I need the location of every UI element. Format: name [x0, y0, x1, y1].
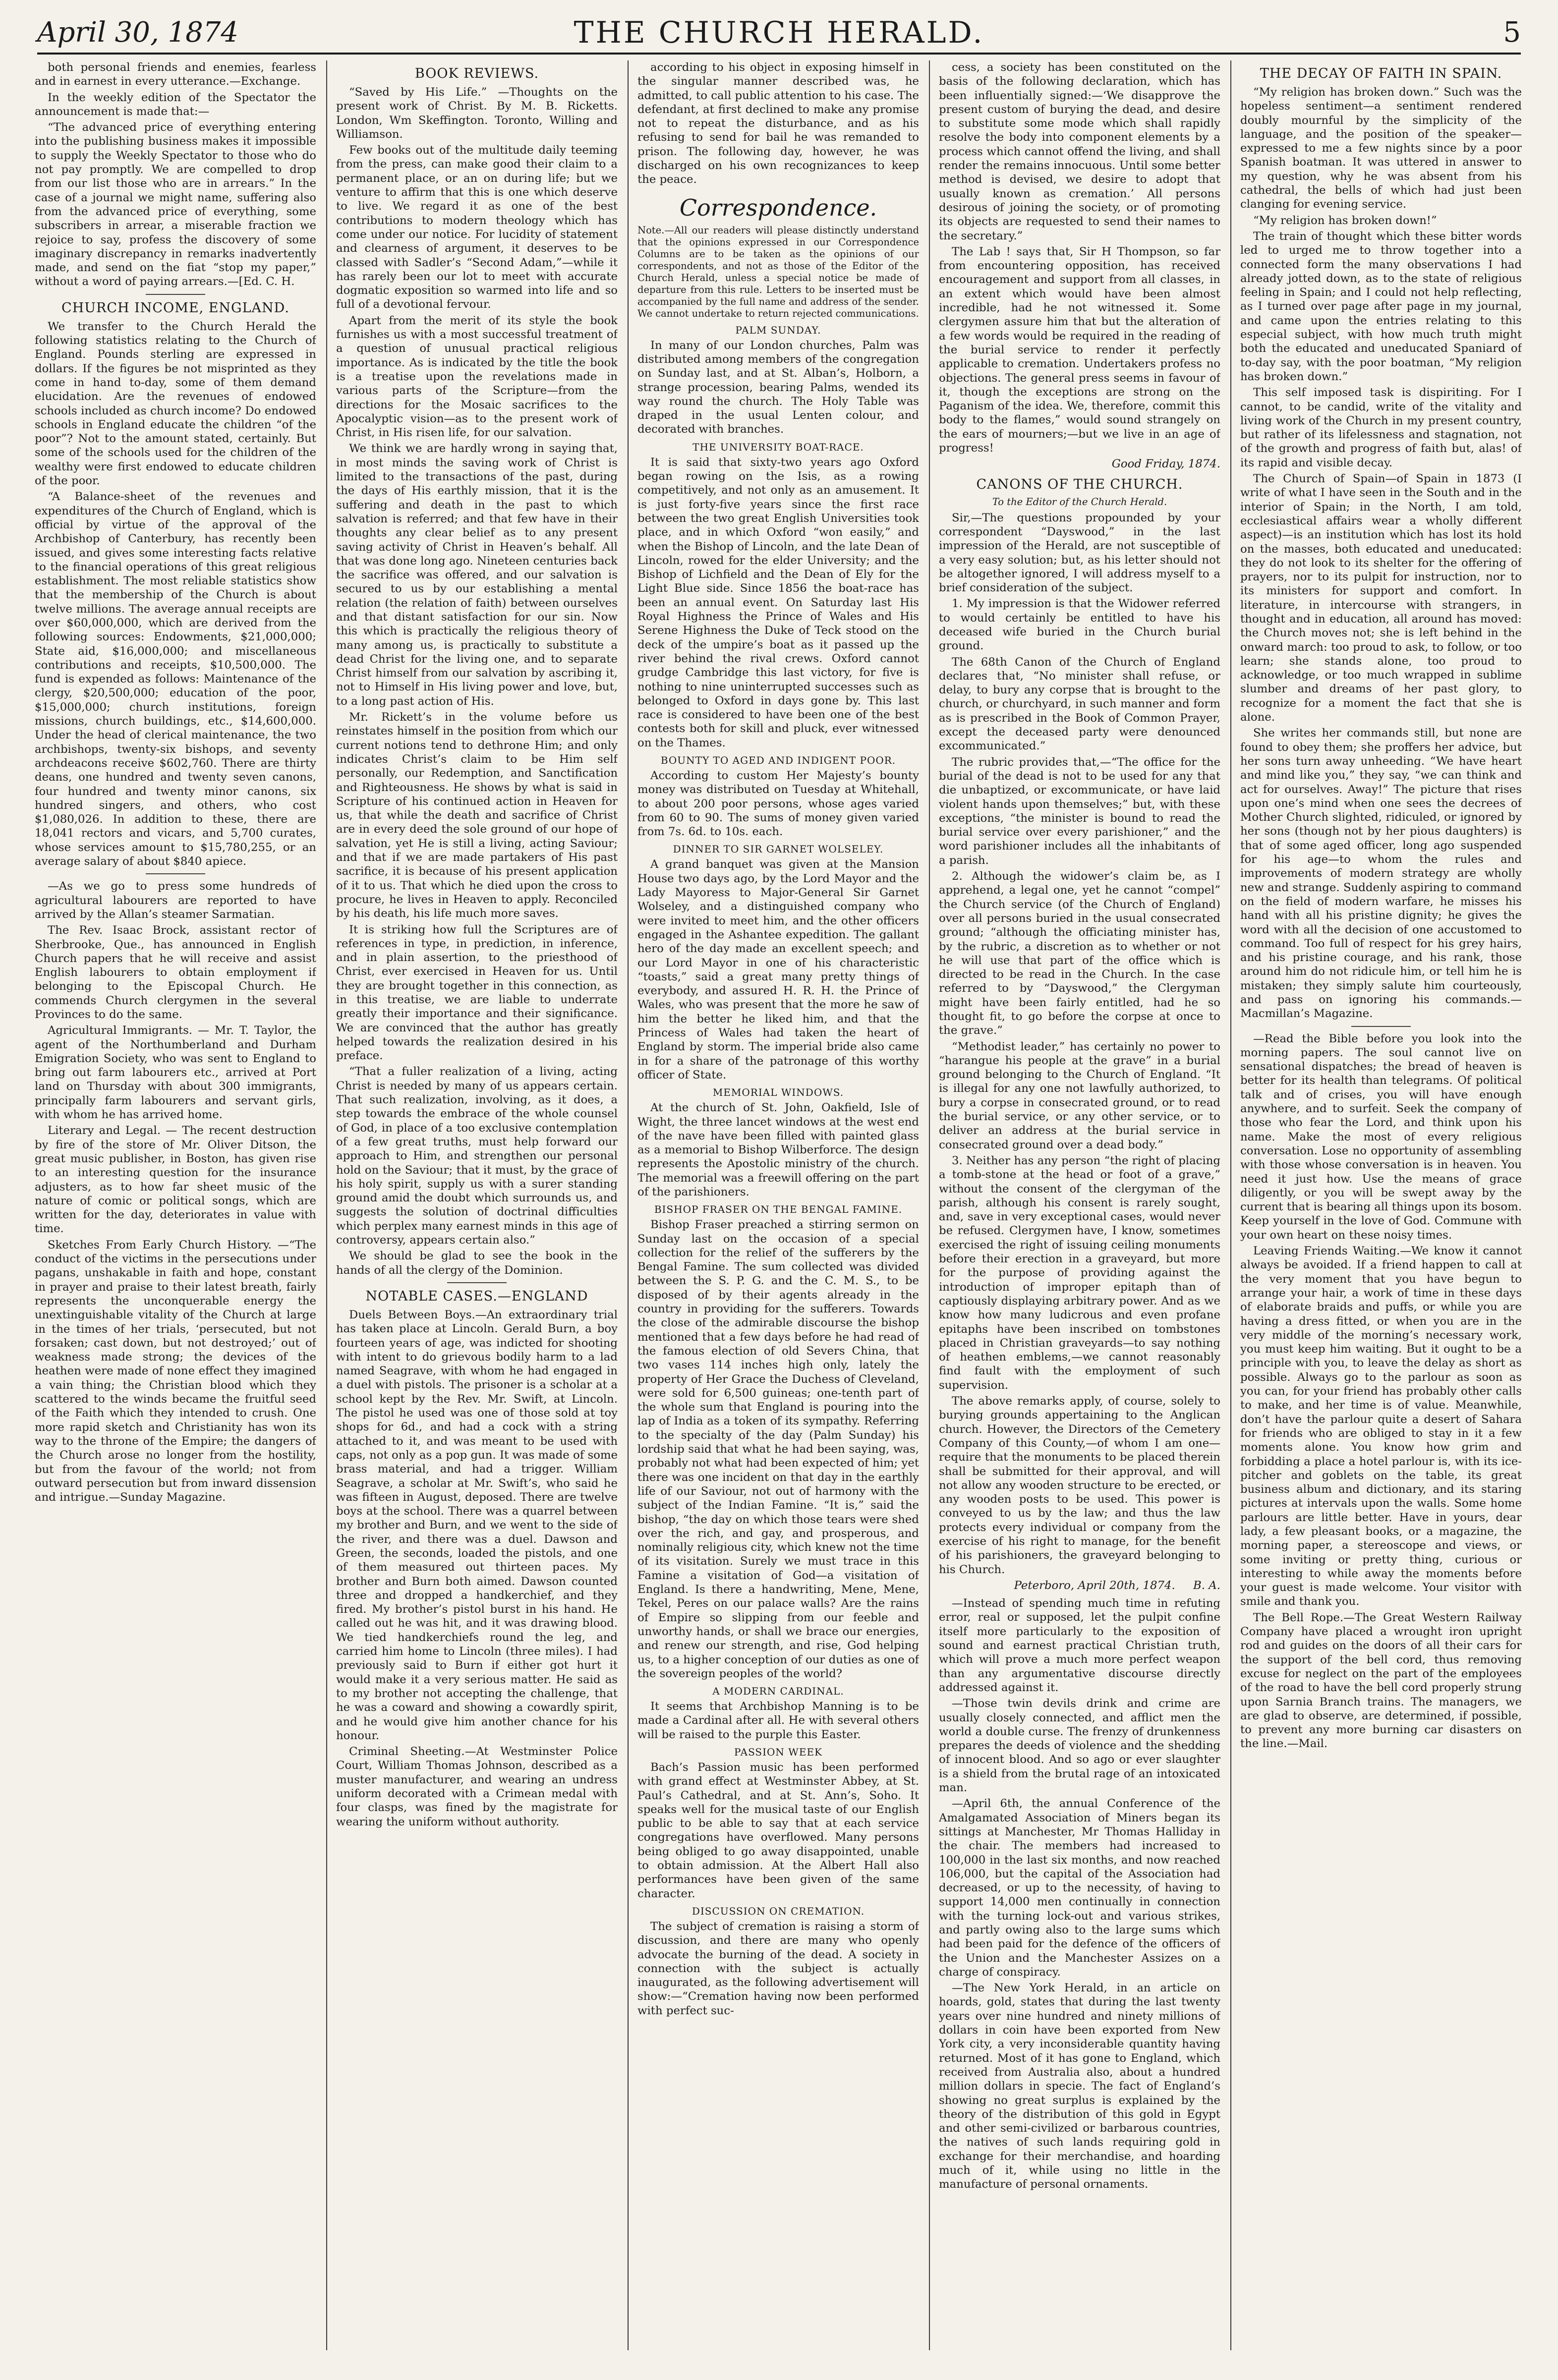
paragraph: —The New York Herald, in an article on hoards, gold, states that during the last twenty years over nine hundred and ninety millions of dollars in coin have been exported from New York city, a very inconsiderable quantity having returned. Most of it has gone to England, which received from Australia also, about a hundred million dollars in specie. The fact of England’s showing no great surplus is explained by the theory of the distribution of this gold in Egypt and other semi-civilized or barbarous countries, the natives of such lands requiring gold in exchange for their merchandise, and hoarding much of it, while using no little in the manufacture of personal ornaments.: [939, 1982, 1220, 2191]
page-number: 5: [1503, 16, 1521, 49]
paragraph: Mr. Rickett’s in the volume before us reinstates himself in the position from which our current notions tend to dethrone Him; and only indicates Christ’s claim to be Him self personally, our Redemption, and Sanctification and Righteousness. He shows by what is said in Scripture of his continued action in Heaven for us, that while the death and sacrifice of Christ are in every deed the sole ground of our hope of salvation, yet He is still a living, acting Saviour; and that if we are made partakers of His past sacrifice, it is because of his present application of it to us. That which he died upon the cross to procure, he lives in Heaven to apply. Reconciled by his death, his life much more saves.: [336, 711, 618, 920]
paragraph: Agricultural Immigrants. — Mr. T. Taylor, the agent of the Northumberland and Durham Emigration Society, who was sent to England to bring out farm labourers etc., arrived at Port land on Thursday with about 300 immigrants, principally farm labourers and servant girls, with whom he has arrived home.: [35, 1024, 316, 1122]
paragraph: —Read the Bible before you look into the morning papers. The soul cannot live on sensational dispatches; the bread of heaven is better for its health than telegrams. Of political talk and of crises, you will have enough anywhere, and to surfeit. Seek the company of those who fear the Lord, and think upon his name. Make the most of every religious conversation. Lose no opportunity of assembling with those whose conversation is in heaven. You need it just how. Use the means of grace diligently, or you will be swept away by the current that is bearing all things upon its bosom. Keep yourself in the love of God. Commune with your own heart on these noisy times.: [1240, 1032, 1522, 1242]
paragraph: At the church of St. John, Oakfield, Isle of Wight, the three lancet windows at the west end of the nave have been filled with painted glass as a memorial to Bishop Wilberforce. The design represents the Apostolic ministry of the church. The memorial was a freewill offering on the part of the parishioners.: [637, 1101, 919, 1198]
signature-place-date: Peterboro, April 20th, 1874.: [1014, 1579, 1175, 1592]
paragraph: Sir,—The questions propounded by your correspondent “Dayswood,” in the last impression of the Herald, are not susceptible of a very easy solution; but, as his letter should not be altogether ignored, I will address myself to a brief consideration of the subject.: [939, 511, 1220, 595]
article-heading: BOUNTY TO AGED AND INDIGENT POOR.: [660, 754, 896, 766]
article-heading: PASSION WEEK: [734, 1746, 822, 1758]
paragraph: The 68th Canon of the Church of England declares that, “No minister shall refuse, or delay, to bury any corpse that is brought to the church, or churchyard, in such manner and form as is prescribed in the Book of Common Prayer, except the deceased party were denounced excommunicated.”: [939, 655, 1220, 753]
paragraph: “My religion has broken down!”: [1253, 214, 1437, 227]
paragraph: The above remarks apply, of course, solely to burying grounds appertaining to the Anglican church. However, the Directors of the Cemetery Company of this County,—of whom I am one—require that the monuments to be placed therein shall be submitted for their approval, and will not allow any wooden structure to be erected, or any wooden posts to be used. This power is conveyed to us by the law; and thus the law protects every individual or company from the exercise of his right to manage, for the benefit of his parishioners, the graveyard belonging to his Church.: [939, 1395, 1220, 1576]
letter-salutation: To the Editor of the Church Herald.: [992, 496, 1167, 508]
paragraph: —As we go to press some hundreds of agricultural labourers are reported to have arrived by the Allan’s steamer Sarmatian.: [35, 880, 316, 921]
paragraph: It seems that Archbishop Manning is to be made a Cardinal after all. He with several others will be raised to the purple this Easter.: [637, 1700, 919, 1741]
divider: [1351, 1026, 1411, 1027]
paragraph: “A Balance-sheet of the revenues and expenditures of the Church of England, which is official by virtue of the approval of the Archbishop of Canterbury, has recently been issued, and gives some interesting facts relative to the financial operations of this great religious establishment. The most reliable statistics show that the membership of the Church is about twelve millions. The average annual receipts are over $60,000,000, which are derived from the following sources: Endowments, $21,000,000; State aid, $16,000,000; and miscellaneous contributions and receipts, $10,500,000. The fund is expended as follows: Maintenance of the clergy, $20,500,000; education of the poor, $15,000,000; church institutions, foreign missions, church buildings, etc., $14,600,000. Under the head of clerical maintenance, the two archbishops, twenty-six bishops, and seventy archdeacons receive $602,760. There are thirty deans, one hundred and twenty seven canons, four hundred and twenty minor canons, six hundred singers, and others, who cost $1,080,026. In addition to these, there are 18,041 rectors and vicars, and 5,700 curates, whose services amount to $15,780,255, or an average salary of about $840 apiece.: [35, 490, 316, 868]
paragraph: We think we are hardly wrong in saying that, in most minds the saving work of Christ is limited to the transactions of the past, during the days of His earthly mission, that it is the suffering and death in the past to which salvation is referred; and that few have in their thoughts any clear belief as to any present saving activity of Christ in Heaven’s behalf. All that was done long ago. Nineteen centuries back the sacrifice was offered, and our salvation is secured to us by our establishing a mental relation (the relation of faith) between ourselves and that distant satisfaction for our sin. Now this which is practically the religious theory of many among us, is practically to substitute a dead Christ for the living one, and to separate Christ himself from our salvation by ascribing it, not to Himself in His living power and love, but, to a long past action of His.: [336, 442, 618, 708]
paragraph: It is striking how full the Scriptures are of references in type, in prediction, in inference, and in plain assertion, to the priesthood of Christ, ever exercised in Heaven for us. Until they are brought together in this connection, as in this treatise, we are liable to underrate greatly their importance and their significance. We are convinced that the author has greatly helped towards the realization desired in his preface.: [336, 923, 618, 1063]
paragraph: She writes her commands still, but none are found to obey them; she proffers her advice, but her sons turn away unheeding. “We have heart and mind like you,” they say, “we can think and act for ourselves. Away!” The picture that rises upon one’s mind when one sees the decrees of Mother Church slighted, ridiculed, or ignored by her sons (though not by her pious daughters) is that of some aged officer, long ago suspended for his age—to whom the rules and improvements of modern strategy are wholly new and strange. Suddenly aspiring to command on the field of modern warfare, he misses his hand with all his pristine dignity; he gives the word with all the decision of one accustomed to command. Too full of respect for his grey hairs, and his pristine courage, and his rank, those around him do not ridicule him, or tell him he is mistaken; they simply salute him courteously, and pass on ignoring his commands.—Macmillan’s Magazine.: [1240, 727, 1522, 1020]
paragraph: —Those twin devils drink and crime are usually closely connected, and afflict men the world a double curse. The frenzy of drunkenness prepares the deeds of violence and the shedding of innocent blood. And so ago or ever slaughter is a shield from the brutal rage of an intoxicated man.: [939, 1697, 1220, 1795]
paragraph: Bishop Fraser preached a stirring sermon on Sunday last on the occasion of a special collection for the relief of the sufferers by the Bengal Famine. The sum collected was divided between the S. P. G. and the C. M. S., to be disposed of by their agents already in the country in providing for the sufferers. Towards the close of the admirable discourse the bishop mentioned that a few days before he had read of the famous election of old Severs China, that two vases 114 inches high only, lately the property of Her Grace the Duchess of Cleveland, were sold for 6,500 guineas; one-tenth part of the whole sum that England is pouring into the lap of India as a token of its sympathy. Referring to the specialty of the day (Palm Sunday) his lordship said that what he had been saying, was, probably not what had been expected of him; yet there was one incident on that day in the earthly life of our Saviour, not out of harmony with the subject of the Indian Famine. “It is,” said the bishop, “the day on which those tears were shed over the rich, and gay, and prosperous, and nominally religious city, which knew not the time of its visitation. Surely we must trace in this Famine a visitation of God—a visitation of England. Is there a handwriting, Mene, Mene, Tekel, Peres on our palace walls? Are the rains of Empire so slipping from our feeble and unworthy hands, or shall we brace our energies, and renew our strength, and rise, God helping us, to a higher conception of our duties as one of the sovereign peoples of the world?: [637, 1218, 919, 1680]
signature-initials: B. A.: [1193, 1579, 1220, 1592]
editorial-note: Note.—All our readers will please distinctly understand that the opinions expressed in our Correspondence Columns are to be taken as the opinions of our correspondents, and not as those of the Editor of the Church Herald, unless a special notice be made of departure from this rule. Letters to be inserted must be accompanied by the full name and address of the sender. We cannot undertake to return rejected communications.: [637, 224, 919, 319]
paragraph: The Rev. Isaac Brock, assistant rector of Sherbrooke, Que., has announced in English Church papers that he will receive and assist English labourers to obtain employment if belonging to the Episcopal Church. He commends Church clergymen in the several Provinces to do the same.: [35, 924, 316, 1021]
paragraph: Sketches From Early Church History. —“The conduct of the victims in the persecutions under pagans, unshakable in faith and hope, constant in prayer and praise to their latest breath, fairly represents the unconquerable energy the unextinguishable vitality of the Church at large in the times of her trials, ‘persecuted, but not forsaken; cast down, but not destroyed;’ out of weakness made strong; the devices of the heathen were made of none effect they imagined a vain thing; the Christian blood which they scattered to the winds became the fruitful seed of the Faith which they intended to crush. One more rapid sketch and Christianity has won its way to the throne of the Empire; the dangers of the Church arose no longer from the hostility, but from the favour of the world; not from outward persecution but from inward dissension and intrigue.—Sunday Magazine.: [35, 1238, 316, 1504]
column-rule: [628, 60, 629, 2350]
paragraph: We transfer to the Church Herald the following statistics relating to the Church of England. Pounds sterling are expressed in dollars. If the figures be not misprinted as they come in hand to-day, some of them demand elucidation. Are the revenues of endowed schools included as church income? Do endowed schools in England educate the children “of the poor”? Not to the amount stated, certainly. But some of the schools used for the children of the wealthy were first endowed to educate children of the poor.: [35, 320, 316, 488]
article-heading: BISHOP FRASER ON THE BENGAL FAMINE.: [654, 1203, 903, 1216]
columns: [35, 60, 1523, 2350]
divider: [447, 1282, 507, 1283]
column-5: [1240, 60, 1522, 2350]
paragraph: “Methodist leader,” has certainly no power to “harangue his people at the grave” in a burial ground belonging to the Church of England. “It is illegal for any one not lawfully authorized, to bury a corpse in consecrated ground, or to read the burial service, or any other service, or to deliver an address at the burial service in consecrated ground over a dead body.”: [939, 1040, 1220, 1151]
newspaper-title: THE CHURCH HERALD.: [574, 15, 984, 50]
article-heading: MEMORIAL WINDOWS.: [712, 1086, 844, 1099]
issue-date: April 30, 1874: [37, 16, 239, 49]
paragraph: In many of our London churches, Palm was distributed among members of the congregation on Sunday last, and at St. Alban’s, Holborn, a strange procession, bearing Palms, wended its way round the church. The Holy Table was draped in the usual Lenten colour, and decorated with branches.: [637, 339, 919, 436]
paragraph: A grand banquet was given at the Mansion House two days ago, by the Lord Mayor and the Lady Mayoress to Major-General Sir Garnet Wolseley, and a distinguished company who were invited to meet him, and the other officers engaged in the Ashantee expedition. The gallant hero of the day made an excellent speech; and our Lord Mayor in one of his characteristic “toasts,” said a great many pretty things of everybody, and assured H. R. H. the Prince of Wales, who was present that the more he saw of him the better he liked him, and that the Princess of Wales had taken the heart of England by storm. The imperial bride also came in for a share of the patronage of this worthy officer of State.: [637, 858, 919, 1081]
paragraph: Duels Between Boys.—An extraordinary trial has taken place at Lincoln. Gerald Burn, a boy fourteen years of age, was indicted for shooting with intent to do grievous bodily harm to a lad named Seagrave, with whom he had engaged in a duel with pistols. The prisoner is a scholar at a school kept by the Rev. Mr. Swift, at Lincoln. The pistol he used was one of those sold at toy shops for 6d., and had a cock with a string attached to it, and was meant to be used with caps, not only as a pop gun. It was made of some brass material, and had a trigger. William Seagrave, a scholar at Mr. Swift’s, who said he was fifteen in August, deposed. There are twelve boys at the school. There was a quarrel between my brother and Burn, and we went to the side of the river, and there was a duel. Dawson and Green, the seconds, loaded the pistols, and one of them measured out thirteen paces. My brother and Burn both aimed. Dawson counted three and dropped a handkerchief, and they fired. My brother’s pistol burst in his hand. He called out he was hit, and it was drawing blood. We tied handkerchiefs round the leg, and carried him home to Lincoln (three miles). I had previously said to Burn if either got hurt it would make it a very serious matter. He said as to my brother not accepting the challenge, that he was a coward and showing a cowardly spirit, and he would give him another chance for his honour.: [336, 1308, 618, 1742]
paragraph: It is said that sixty-two years ago Oxford began rowing on the Isis, as a rowing competitively, and not only as an amusement. It is just forty-five years since the first race between the two great English Universities took place, and in which Oxford “won easily,” and when the Bishop of Lincoln, and the late Dean of Lincoln, rowed for the elder University; and the Bishop of Lichfield and the Dean of Ely for the Light Blue side. Since 1856 the boat-race has been an annual event. On Saturday last His Royal Highness the Prince of Wales and His Serene Highness the Duke of Teck stood on the deck of the umpire’s boat as it passed up the river behind the rival crews. Oxford cannot grudge Cambridge this last victory, for five is nothing to nine uninterrupted successes such as belonged to Oxford in days gone by. This last race is considered to have been one of the best contests both for skill and pluck, ever witnessed on the Thames.: [637, 455, 919, 749]
article-heading: NOTABLE CASES.—ENGLAND: [365, 1288, 588, 1304]
paragraph: The Church of Spain—of Spain in 1873 (I write of what I have seen in the South and in the interior of Spain; in the North, I am told, ecclesiastical affairs wear a wholly different aspect)—is an institution which has lost its hold on the masses, both educated and uneducated: they do not look to its shelter for the offering of prayers, nor to its pulpit for instruction, nor to its ministers for support and comfort. In literature, in intercourse with strangers, in thought and in education, all around has moved: the Church moves not; she is left behind in the onward march: too proud to ask, to follow, or too learn; she stands alone, too proud to acknowledge, or too much wrapped in sublime slumber and dreams of her past glory, to recognize for a moment the fact that she is alone.: [1240, 472, 1522, 724]
article-heading: THE DECAY OF FAITH IN SPAIN.: [1260, 66, 1502, 81]
paragraph: Bach’s Passion music has been performed with grand effect at Westminster Abbey, at St. Paul’s Cathedral, and at St. Ann’s, Soho. It speaks well for the musical taste of our English public to be able to say that at each service congregations have overflowed. Many persons being obliged to go away disappointed, unable to obtain admission. At the Albert Hall also performances have been given of the same character.: [637, 1760, 919, 1900]
article-heading: A MODERN CARDINAL.: [712, 1685, 844, 1698]
paragraph: both personal friends and enemies, fearless and in earnest in every utterance.—Exchange.: [35, 61, 316, 88]
paragraph: 3. Neither has any person “the right of placing a tomb-stone at the head or foot of a grave,” without the consent of the clergyman of the parish, although his consent is rarely sought, and, save in very exceptional cases, would never be refused. Clergymen have, I know, sometimes exercised the right of issuing ceiling monuments before their erection in a graveyard, but more for the purpose of providing against the introduction of improper epitaph than of captiously displaying arbitrary power. And as we know how many ludicrous and even profane epitaphs have been inscribed on tombstones placed in Christian graveyards—to say nothing of heathen emblems,—we cannot reasonably find fault with the employment of such supervision.: [939, 1154, 1220, 1392]
column-rule: [929, 60, 930, 2350]
column-4: [939, 60, 1220, 2350]
paragraph: The Lab ! says that, Sir H Thompson, so far from encountering opposition, has received encouragement and support from all classes, in an extent which would have been almost incredible, had he not witnessed it. Some clergymen assure him that but the alteration of a few words would be required in the reading of the burial service to render it perfectly applicable to cremation. Undertakers profess no objections. The general press seems in favour of it, though the exceptions are strong on the Paganism of the idea. We, therefore, commit this body to the flames,” would sound strangely on the ears of mourners;—but we live in an age of progress!: [939, 245, 1220, 455]
paragraph: 2. Although the widower’s claim be, as I apprehend, a legal one, yet he cannot “compel” the Church service (of the Church of England) over all persons buried in the usual consecrated ground; “although the officiating minister has, by the rubric, a discretion as to whether or not he will use that part of the office which is directed to be read in the Church. In the case referred to by “Dayswood,” the Clergyman might have been fairly entitled, had he so thought fit, to go before the corpse at once to the grave.”: [939, 870, 1220, 1037]
divider: [146, 873, 205, 874]
paragraph: In the weekly edition of the Spectator the announcement is made that:—: [35, 91, 316, 118]
paragraph: Literary and Legal. — The recent destruction by fire of the store of Mr. Oliver Ditson, the great music publisher, in Boston, has given rise to an interesting question for the insurance adjusters, as to how far sheet music of the nature of comic or political songs, which are written for the day, deteriorates in value with time.: [35, 1124, 316, 1236]
dateline: Good Friday, 1874.: [1111, 457, 1220, 471]
paragraph: The train of thought which these bitter words led to urged me to throw together into a connected form the many observations I had already jotted down, as to the state of religious feeling in Spain; and I could not help reflecting, as I turned over page after page in my journal, and came upon the entries relating to this especial subject, with how much truth might both the educated and uneducated Spaniard of to-day say, with the poor boatman, “My religion has broken down.”: [1240, 229, 1522, 383]
article-heading: PALM SUNDAY.: [735, 324, 821, 336]
paragraph: Criminal Sheeting.—At Westminster Police Court, William Thomas Johnson, described as a muster manufacturer, and wearing an undress uniform decorated with a Crimean medal with four clasps, was fined by the magistrate for wearing the uniform without authority.: [336, 1745, 618, 1828]
signature-line: [939, 1579, 1220, 1592]
paragraph: “That a fuller realization of a living, acting Christ is needed by many of us appears certain. That such realization, involving, as it does, a step towards the embrace of the whole counsel of God, in place of a too exclusive contemplation of a few great truths, must help forward our approach to Him, and strengthen our personal hold on the Saviour; that it must, by the grace of his holy spirit, supply us with a surer standing ground amid the doubt which surrounds us, and suggests the solution of doctrinal difficulties which perplex many earnest minds in this age of controversy, appears certain also.”: [336, 1065, 618, 1247]
paragraph: The Bell Rope.—The Great Western Railway Company have placed a wrought iron upright rod and guides on the doors of all their cars for the support of the bell cord, thus removing excuse for neglect on the part of the employees of the road to have the bell cord properly strung upon Sarnia Branch trains. The managers, we are glad to observe, are determined, if possible, to prevent any more burning car disasters on the line.—Mail.: [1240, 1611, 1522, 1751]
paragraph: “My religion has broken down.” Such was the hopeless sentiment—a sentiment rendered doubly mournful by the simplicity of the language, and the position of the speaker—expressed to me a few nights since by a poor Spanish boatman. It was uttered in answer to my question, why he was absent from his cathedral, the bells of which had just been clanging for evening service.: [1240, 86, 1522, 211]
article-heading: DISCUSSION ON CREMATION.: [692, 1905, 865, 1917]
paragraph: We should be glad to see the book in the hands of all the clergy of the Dominion.: [336, 1249, 618, 1277]
article-heading: CANONS OF THE CHURCH.: [976, 476, 1183, 492]
article-heading: THE UNIVERSITY BOAT-RACE.: [692, 441, 864, 453]
paragraph: This self imposed task is dispiriting. For I cannot, to be candid, write of the vitality and living work of the Church in my present country, but rather of its lifelessness and stagnation, not of the growth and progress of faith but, alas! of its rapid and visible decay.: [1240, 386, 1522, 469]
article-heading: CHURCH INCOME, ENGLAND.: [61, 300, 289, 316]
paragraph: —April 6th, the annual Conference of the Amalgamated Association of Miners began its sittings at Manchester, Mr Thomas Halliday in the chair. The members had increased to 100,000 in the last six months, and now reached 106,000, but the capital of the Association had decreased, or up to the necessity, of having to support 14,000 men continually in connection with the turning lock-out and various strikes, and partly owing also to the large sums which had been paid for the defence of the officers of the Union and the Manchester Assizes on a charge of conspiracy.: [939, 1797, 1220, 1979]
column-rule: [326, 60, 327, 2350]
paragraph: “Saved by His Life.” —Thoughts on the present work of Christ. By M. B. Ricketts. London, Wm Skeffington. Toronto, Willing and Williamson.: [336, 86, 618, 141]
column-1: [35, 60, 316, 2350]
column-3: [637, 60, 919, 2350]
paragraph: Few books out of the multitude daily teeming from the press, can make good their claim to a permanent place, or an on during life; but we venture to affirm that this is one which deserve to live. We regard it as one of the best contributions to modern theology which has come under our notice. For lucidity of statement and clearness of argument, it deserves to be classed with Sadler’s “Second Adam,”—while it has rarely been our lot to meet with accurate dogmatic exposition so warmed into life and so full of a devotional fervour.: [336, 144, 618, 311]
article-heading: BOOK REVIEWS.: [414, 66, 539, 81]
paragraph: “The advanced price of everything entering into the publishing business makes it impossible to supply the Weekly Spectator to those who do not pay promptly. We are compelled to drop from our list those who are in arrears.” In the case of a journal we might name, suffering also from the advanced price of everything, some subscribers in arrear, a miserable fraction we rejoice to say, profess the discovery of some imaginary discrepancy in remarks inadvertently made, and send on the fiat “stop my paper,” without a word of paying arrears.—[Ed. C. H.: [35, 121, 316, 288]
paragraph: Apart from the merit of its style the book furnishes us with a most successful treatment of a question of unusual practical religious importance. As is indicated by the title the book is a treatise upon the revelations made in various parts of the Scripture—from the directions for the Mosaic sacrifices to the Apocalyptic vision—as to the present work of Christ, in His risen life, for our salvation.: [336, 314, 618, 440]
paragraph: According to custom Her Majesty’s bounty money was distributed on Tuesday at Whitehall, to about 200 poor persons, whose ages varied from 60 to 90. The sums of money given varied from 7s. 6d. to 10s. each.: [637, 769, 919, 839]
masthead: [37, 11, 1521, 55]
paragraph: —Instead of spending much time in refuting error, real or supposed, let the pulpit confine itself more particularly to the exposition of sound and earnest practical Christian truth, which will prove a much more perfect weapon than any argumentative discourse directly addressed against it.: [939, 1597, 1220, 1694]
paragraph: The subject of cremation is raising a storm of discussion, and there are many who openly advocate the burning of the dead. A society in connection with the subject is actually inaugurated, as the following advertisement will show:—“Cremation having now been performed with perfect suc-: [637, 1920, 919, 2017]
article-heading: DINNER TO SIR GARNET WOLSELEY.: [673, 843, 884, 855]
paragraph: The rubric provides that,—“The office for the burial of the dead is not to be used for any that die unbaptized, or excommunicate, or have laid violent hands upon themselves;” but, with these exceptions, “the minister is bound to read the burial service over every parishioner,” and the word parishioner includes all the inhabitants of a parish.: [939, 755, 1220, 867]
paragraph: cess, a society has been constituted on the basis of the following declaration, which has been influentially signed:—‘We disapprove the present custom of burying the dead, and desire to substitute some mode which shall rapidly resolve the body into component elements by a process which cannot offend the living, and shall render the remains innocuous. Until some better method is devised, we desire to adopt that usually known as cremation.’ All persons desirous of joining the society, or of promoting its objects are requested to send their names to the secretary.”: [939, 61, 1220, 242]
divider: [146, 294, 205, 295]
paragraph: Leaving Friends Waiting.—We know it cannot always be avoided. If a friend happen to call at the very moment that you have begun to arrange your hair, a work of time in these days of elaborate braids and puffs, or while you are having a dress fitted, or when you are in the very middle of the morning’s necessary work, you must keep him waiting. But it ought to be a principle with you, to leave the delay as short as possible. Always go to the parlour as soon as you can, for your friend has probably other calls to make, and her time is of value. Meanwhile, don’t have the parlour quite a desert of Sahara for friends who are obliged to stay in it a few moments alone. You know how grim and forbidding a place a hotel parlour is, with its ice-pitcher and goblets on the table, its great business album and dictionary, and its staring pictures at intervals upon the walls. Some home parlours are little better. Have in yours, dear lady, a few pleasant books, or a magazine, the morning paper, a stereoscope and views, or some inviting or pretty thing, curious or interesting to while away the moments before your guest is made welcome. Your visitor with smile and thank you.: [1240, 1245, 1522, 1608]
section-heading: Correspondence.: [679, 194, 877, 221]
column-rule: [1230, 60, 1231, 2350]
column-2: [336, 60, 618, 2350]
paragraph: 1. My impression is that the Widower referred to would certainly be entitled to have his deceased wife buried in the Church burial ground.: [939, 597, 1220, 653]
paragraph: according to his object in exposing himself in the singular manner described was, he admitted, to call public attention to his case. The defendant, at first declined to make any promise not to repeat the disturbance, and as his refusing to send for bail he was remanded to prison. The following day, however, he was discharged on his own recognizances to keep the peace.: [637, 61, 919, 186]
